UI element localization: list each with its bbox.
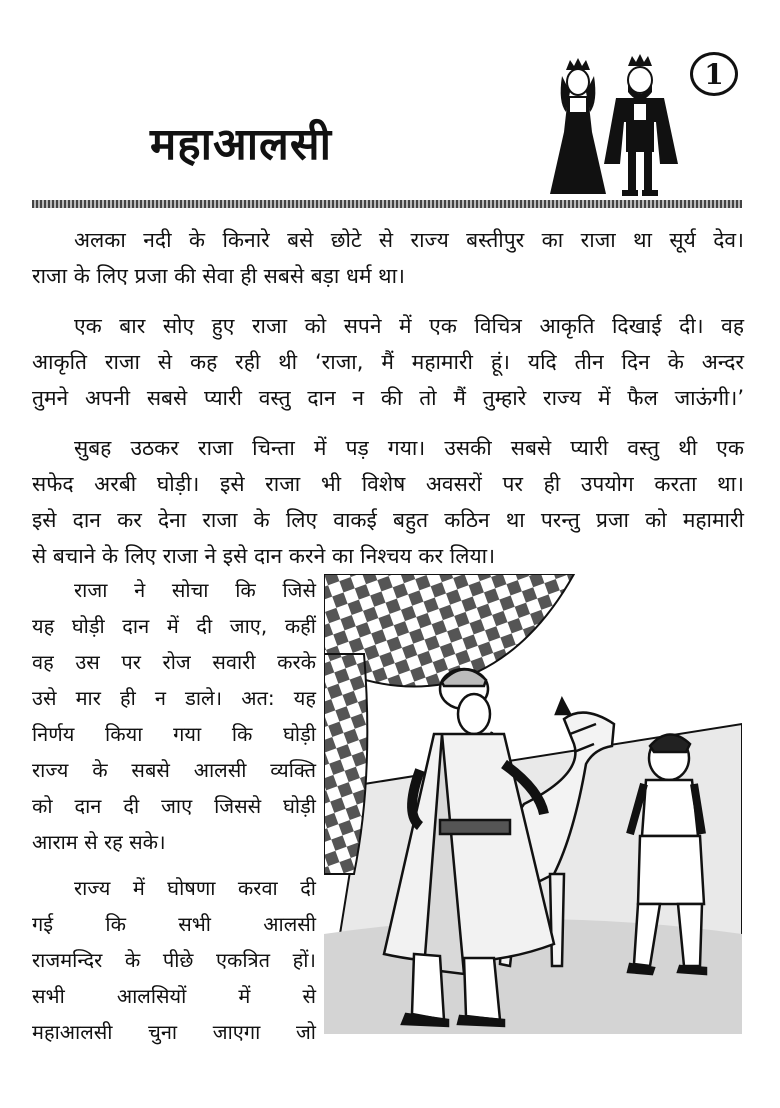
- paragraph-line: से बचाने के लिए राजा ने इसे दान करने का निश्चय कर लिया।: [32, 544, 496, 568]
- paragraph-line: राज्य में घोषणा करवा दी: [74, 876, 316, 900]
- paragraph-line: निर्णय किया गया कि घोड़ी: [32, 722, 316, 746]
- paragraph-line: को दान दी जाए जिससे घोड़ी: [32, 794, 316, 818]
- paragraph-1: [32, 222, 744, 294]
- paragraph-line: आकृति राजा से कह रही थी ‘राजा, मैं महामारी हूं। यदि तीन दिन के अन्दर: [32, 350, 744, 374]
- paragraph-2: [32, 308, 744, 416]
- paragraph-line: सुबह उठकर राजा चिन्ता में पड़ गया। उसकी सबसे प्यारी वस्तु थी एक: [74, 436, 744, 460]
- paragraph-line: गई कि सभी आलसी: [32, 912, 316, 936]
- paragraph-line: राज्य के सबसे आलसी व्यक्ति: [32, 758, 316, 782]
- paragraph-line: आराम से रह सके।: [32, 830, 166, 854]
- paragraph-line: महाआलसी चुना जाएगा जो: [32, 1020, 316, 1044]
- paragraph-5: [32, 870, 316, 1050]
- paragraph-line: राजा ने सोचा कि जिसे: [74, 578, 316, 602]
- paragraph-line: सभी आलसियों में से: [32, 984, 316, 1008]
- paragraph-line: एक बार सोए हुए राजा को सपने में एक विचित्र आकृति दिखाई दी। वह: [74, 314, 744, 338]
- page-title: महाआलसी: [150, 119, 333, 170]
- paragraph-line: सफेद अरबी घोड़ी। इसे राजा भी विशेष अवसरों पर ही उपयोग करता था।: [32, 472, 744, 496]
- paragraph-3: [32, 430, 744, 574]
- paragraph-4: [32, 572, 316, 860]
- paragraph-line: यह घोड़ी दान में दी जाए, कहीं: [32, 614, 316, 638]
- king-queen-illustration: [540, 52, 700, 200]
- paragraph-line: वह उस पर रोज सवारी करके: [32, 650, 316, 674]
- paragraph-line: उसे मार ही न डाले। अत: यह: [32, 686, 316, 710]
- paragraph-line: इसे दान कर देना राजा के लिए वाकई बहुत कठिन था परन्तु प्रजा को महामारी: [32, 508, 744, 532]
- king-horse-villager-illustration: [324, 574, 742, 1034]
- page-number-badge: 1: [690, 52, 738, 96]
- paragraph-line: राजमन्दिर के पीछे एकत्रित हों।: [32, 948, 316, 972]
- paragraph-line: अलका नदी के किनारे बसे छोटे से राज्य बस्तीपुर का राजा था सूर्य देव।: [74, 228, 744, 252]
- paragraph-line: तुमने अपनी सबसे प्यारी वस्तु दान न की तो मैं तुम्हारे राज्य में फैल जाऊंगी।’: [32, 386, 744, 410]
- paragraph-line: राजा के लिए प्रजा की सेवा ही सबसे बड़ा धर्म था।: [32, 264, 405, 288]
- title-divider: [32, 200, 742, 208]
